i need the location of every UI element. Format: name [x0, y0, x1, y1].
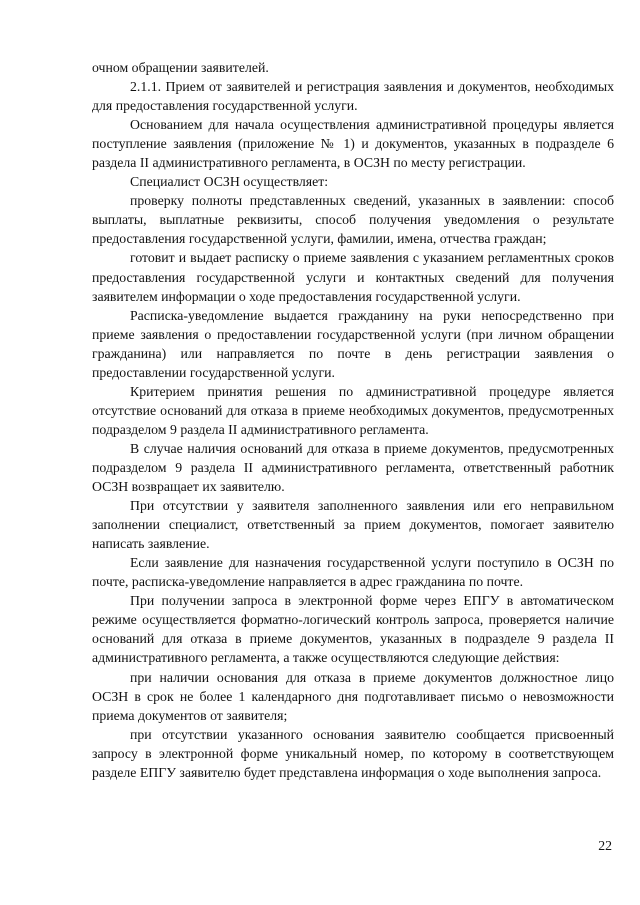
- page-number: 22: [598, 838, 612, 853]
- paragraph-11: Если заявление для назначения государственной услуги поступило в ОСЗН по почте, расписка-уведомление направляется в адрес гражданина по почте.: [92, 555, 614, 590]
- paragraph-6: готовит и выдает расписку о приеме заявления с указанием регламентных сроков предоставления государственной услуги и контактных сведений для получения заявителем информации о ходе предоставления государственной услуги.: [92, 250, 614, 304]
- paragraph-5: проверку полноты представленных сведений, указанных в заявлении: способ выплаты, выплатные реквизиты, способ получения уведомления о результате предоставления государственной услуги, фамилии, имена, отчества граждан;: [92, 193, 614, 247]
- paragraph-7: Расписка-уведомление выдается гражданину на руки непосредственно при приеме заявления о предоставлении государственной услуги (при личном обращении гражданина) или направляется по почте в день регистрации заявления о предоставлении государственной услуги.: [92, 307, 614, 380]
- paragraph-10: При отсутствии у заявителя заполненного заявления или его неправильном заполнении специалист, ответственный за прием документов, помогает заявителю написать заявление.: [92, 498, 614, 552]
- paragraph-14: при отсутствии указанного основания заявителю сообщается присвоенный запросу в электронной форме уникальный номер, по которому в соответствующем разделе ЕПГУ заявителю будет представлена информация о ходе выполнения запроса.: [92, 726, 614, 780]
- paragraph-13: при наличии основания для отказа в приеме документов должностное лицо ОСЗН в срок не более 1 календарного дня подготавливает письмо о невозможности приема документов от заявителя;: [92, 669, 614, 723]
- paragraph-8: Критерием принятия решения по административной процедуре является отсутствие оснований для отказа в приеме необходимых документов, предусмотренных подразделом 9 раздела II административного регламента.: [92, 383, 614, 437]
- paragraph-1: очном обращении заявителей.: [92, 60, 269, 75]
- paragraph-3: Основанием для начала осуществления административной процедуры является поступление заявления (приложение № 1) и документов, указанных в подразделе 6 раздела II административного регламента, в ОСЗН по месту регистрации.: [92, 117, 614, 171]
- paragraph-2: 2.1.1. Прием от заявителей и регистрация заявления и документов, необходимых для предоставления государственной услуги.: [92, 79, 614, 114]
- paragraph-4: Специалист ОСЗН осуществляет:: [130, 174, 329, 190]
- paragraph-12: При получении запроса в электронной форме через ЕПГУ в автоматическом режиме осуществляется форматно-логический контроль запроса, проверяется наличие оснований для отказа в приеме документов, указанных в подразделе 9 раздела II административного регламента, а также осуществляются следующие действия:: [92, 593, 614, 666]
- document-body: [92, 58, 614, 782]
- paragraph-9: В случае наличия оснований для отказа в приеме документов, предусмотренных подразделом 9 раздела II административного регламента, ответственный работник ОСЗН возвращает их заявителю.: [92, 440, 614, 495]
